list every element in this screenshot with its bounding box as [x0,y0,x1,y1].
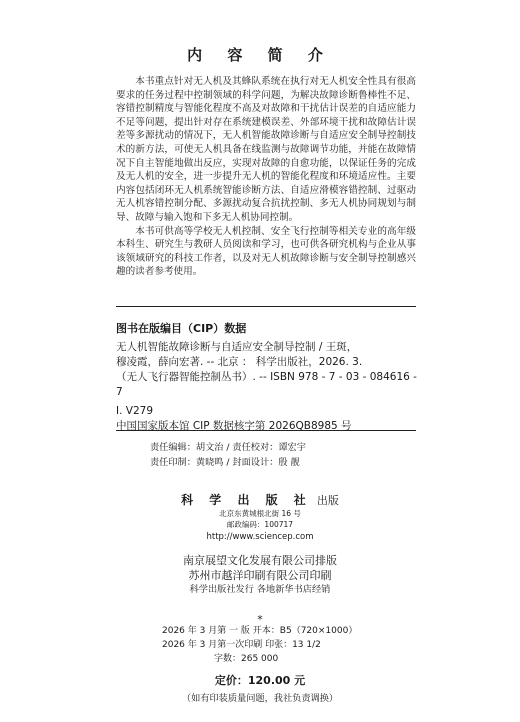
quality-notice: （如有印装质量问题，我社负责调换） [181,693,339,704]
credit-line: 责任印制：黄晓鸣 / 封面设计：殷 靓 [150,457,300,468]
publisher-url: http://www.sciencep.com [206,532,314,542]
distribute-info: 科学出版社发行 各地新华书店经销 [189,584,331,595]
word-count: 字数：265 000 [214,654,279,664]
production-block [0,553,520,597]
cip-block [116,320,416,434]
publisher-zip: 邮政编码：100717 [226,520,294,529]
print-info: 苏州市越洋印刷有限公司印刷 [188,569,332,582]
star-separator: * [257,613,263,626]
summary-paragraph: 本书重点针对无人机及其蜂队系统在执行对无人机安全性具有很高要求的任务过程中控制领域的科学问题，为解决故障诊断鲁棒性不足、容错控制精度与智能化程度不高及对故障和干扰估计误差的自适应能力不足等问题，提出针对存在系统建模误差、外部环境干扰和故障估计误差等多源扰动的情况下，无人机智能故障诊断与自适应安全制导控制技术的新方法，可使无人机具备在线监测与故障调节功能，并能在故障情况下自主智能地做出反应，实现对故障的自愈功能，以保证任务的完成及无人机的安全，进一步提升无人机的智能化程度和环境适应性。主要内容包括闭环无人机系统智能诊断方法、自适应滑模容错控制、过驱动无人机容错控制分配、多源扰动复合抗扰控制、多无人机协同规划与制导、故障与输入饱和下多无人机协同控制。 [116,76,416,223]
spec-block [162,624,462,666]
price: 定价：120.00 元 [214,674,306,687]
publisher-suffix: 出版 [316,494,339,507]
cip-class-number: Ⅰ. V279 [116,405,153,417]
divider-top [116,306,416,307]
publisher-address: 北京东黄城根北街 16 号 [219,509,301,518]
edition-info: 2026 年 3 月第 一 版 开本：B5（720×1000） [162,626,358,636]
price-block [0,672,520,706]
cip-line: （无人飞行器智能控制丛书）. -- ISBN 978 - 7 - 03 - 084616 - [116,371,417,383]
cip-line: 7 [116,386,123,398]
content-summary [116,75,416,279]
publisher-block [0,489,520,543]
cip-heading: 图书在版编目（CIP）数据 [116,322,247,335]
cip-record-number: 中国国家版本馆 CIP 数据核字第 2026QB8985 号 [116,420,352,432]
publisher-name: 科 学 出 版 社 [181,493,312,507]
credit-line: 责任编辑：胡文治 / 责任校对：谭宏宇 [150,442,306,453]
typeset-info: 南京展望文化发展有限公司排版 [183,554,337,567]
summary-paragraph: 本书可供高等学校无人机控制、安全飞行控制等相关专业的高年级本科生、研究生与教研人员阅读和学习，也可供各研究机构与企业从事该领域研究的科技工作者，以及对无人机故障诊断与安全制导控制感兴趣的读者参考使用。 [116,225,416,278]
divider-bottom [116,430,416,431]
cip-line: 穆凌霞，薛向宏著. -- 北京 ： 科学出版社，2026. 3. [116,356,363,368]
page-title: 内 容 简 介 [187,46,333,64]
cip-line: 无人机智能故障诊断与自适应安全制导控制 / 王斑， [116,341,358,353]
credits-block [150,440,450,470]
printing-info: 2026 年 3 月第一次印刷 印张：13 1/2 [162,640,321,650]
